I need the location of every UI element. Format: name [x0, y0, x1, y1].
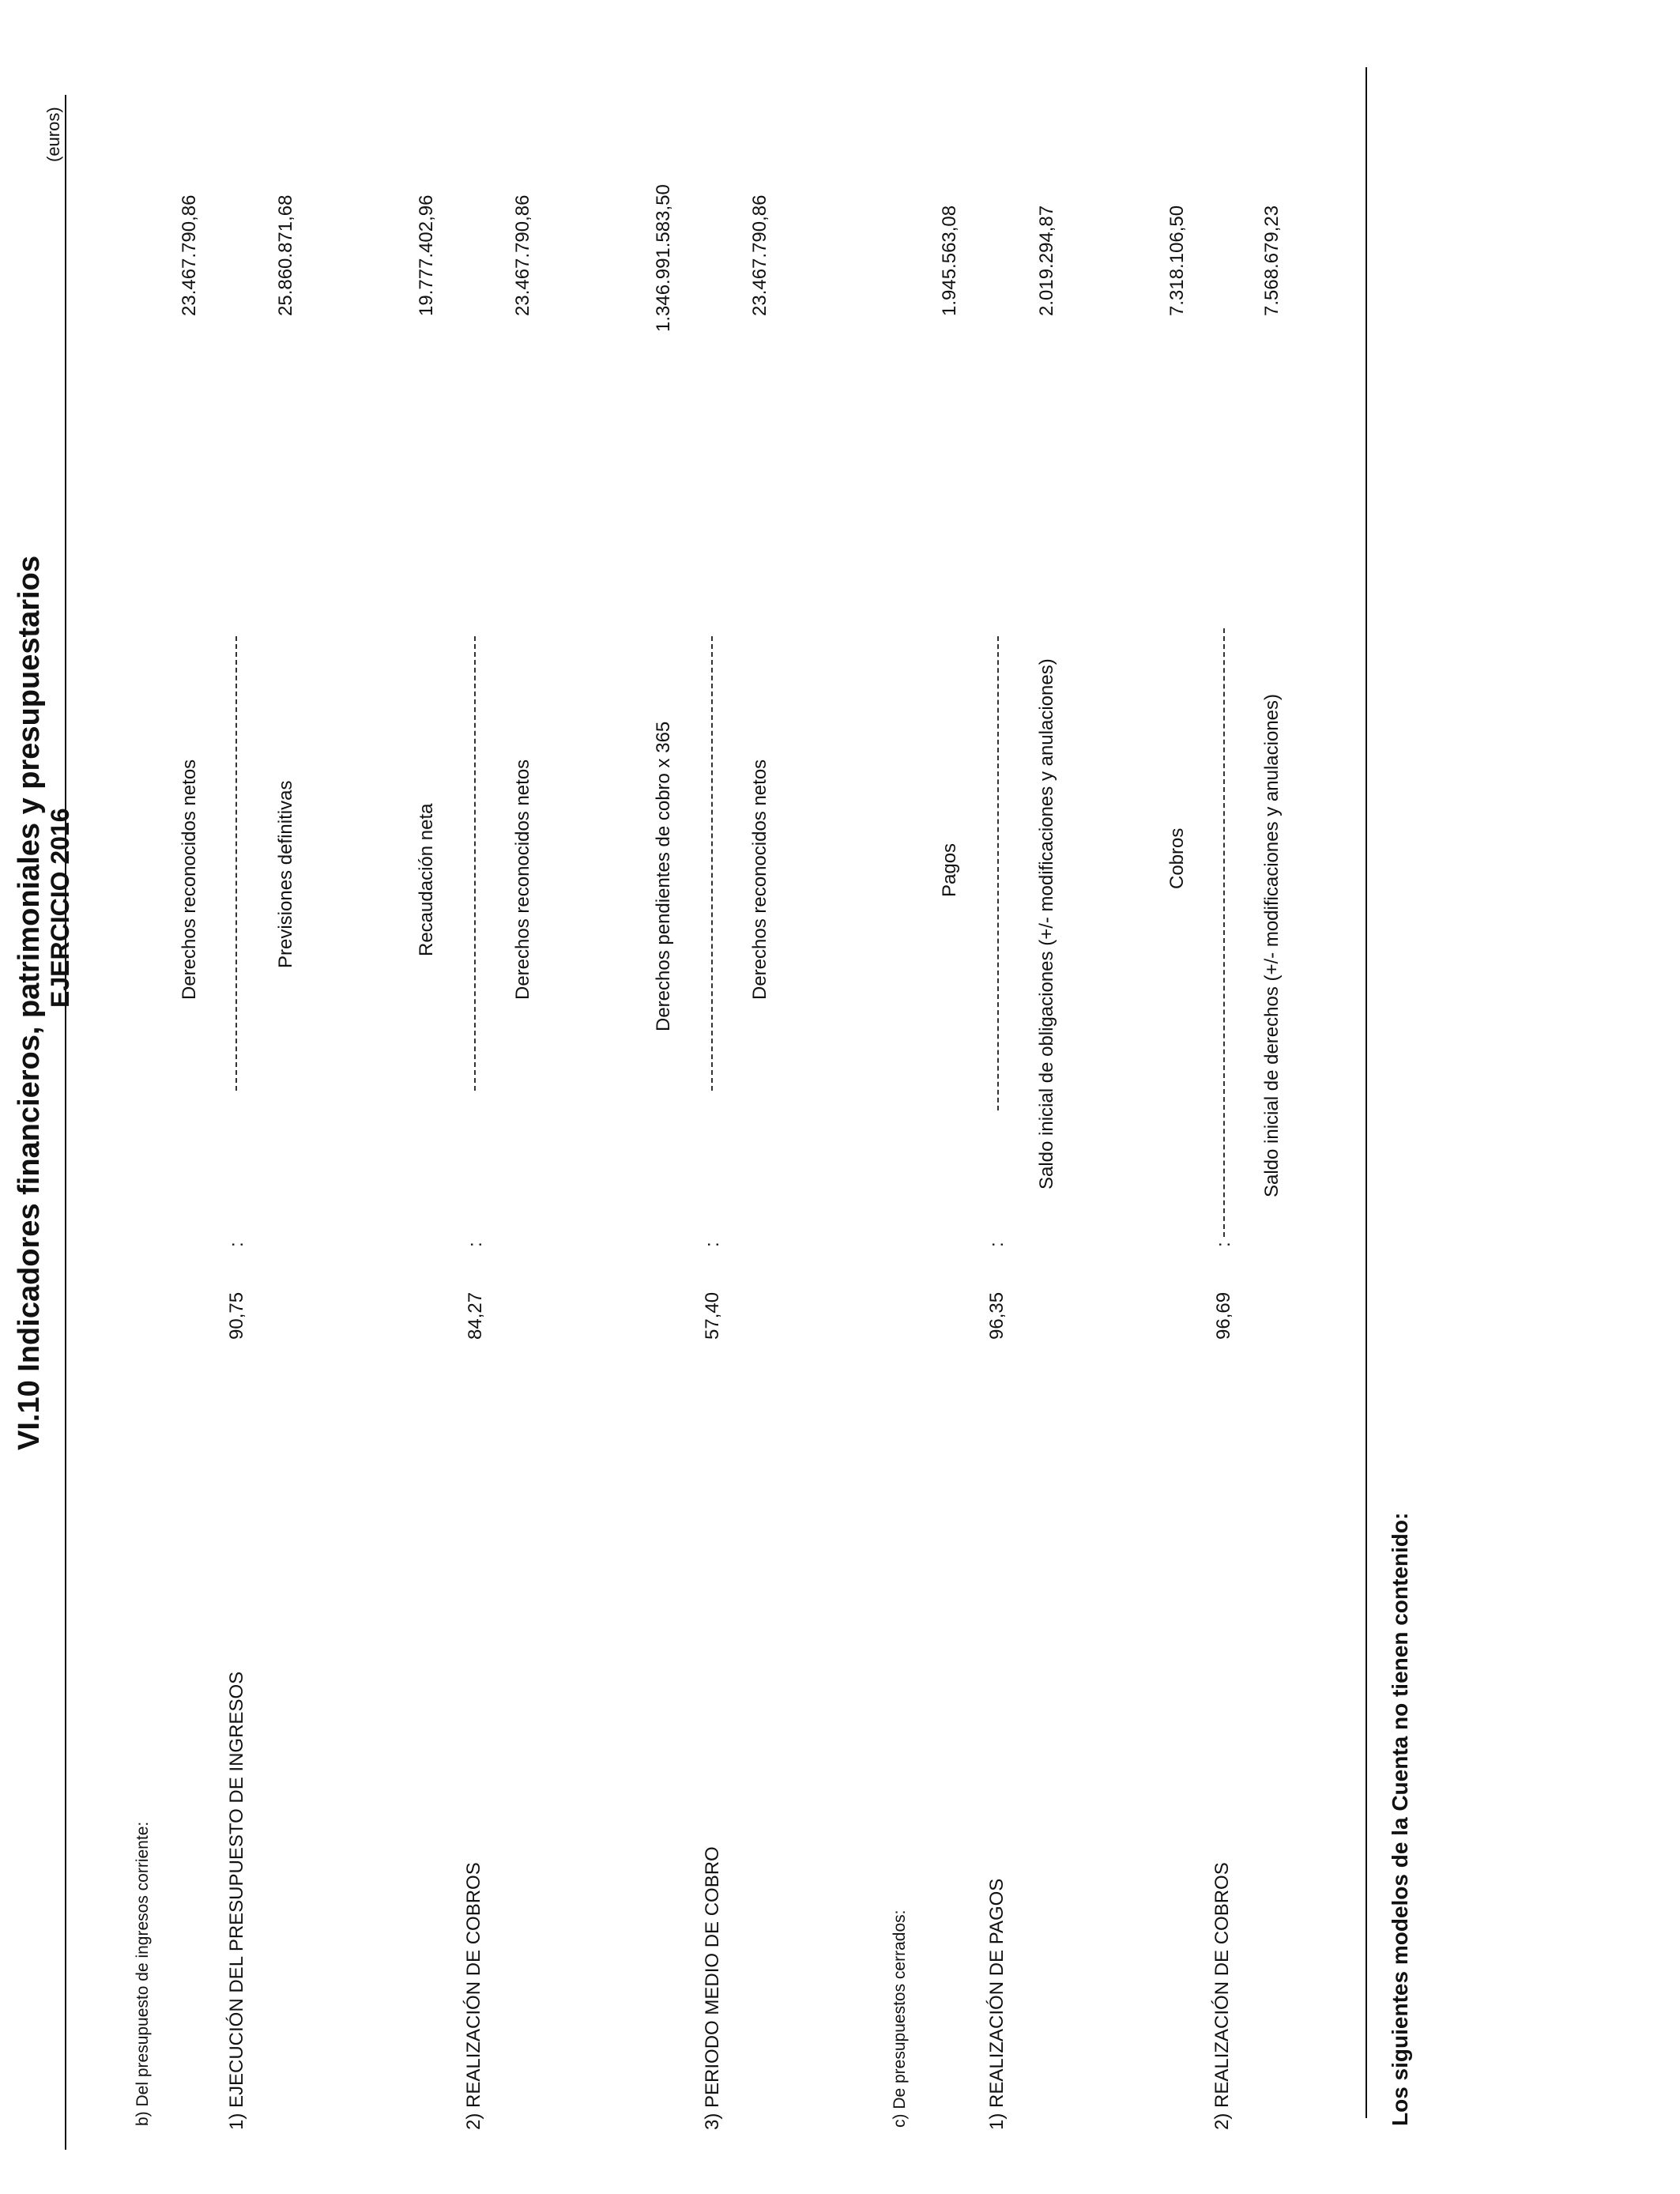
numerator-amount: 7.318.106,50	[1166, 205, 1188, 316]
ratio-colon: :	[702, 1242, 723, 1247]
ratio-colon: :	[1213, 1242, 1234, 1247]
indicator-label: 2) REALIZACIÓN DE COBROS	[463, 1862, 484, 2130]
header-rule	[65, 95, 66, 2150]
indicator-value: 84,27	[465, 1291, 486, 1340]
numerator-amount: 1.346.991.583,50	[653, 184, 674, 332]
indicator-value: 57,40	[702, 1291, 723, 1340]
ratio-denominator-label: Saldo inicial de derechos (+/- modificaciones y anulaciones)	[1261, 693, 1283, 1197]
ratio-numerator-label: Recaudación neta	[416, 803, 437, 956]
ratio-fraction-line	[474, 636, 476, 1091]
ratio-fraction-line	[235, 636, 237, 1091]
ratio-fraction-line	[997, 636, 999, 1110]
ratio-denominator-label: Derechos reconocidos netos	[749, 759, 770, 1000]
indicator-value: 96,35	[986, 1291, 1008, 1340]
ratio-denominator-label: Derechos reconocidos netos	[512, 759, 533, 1000]
footer-rule	[1365, 67, 1367, 2118]
section-heading-current-income: b) Del presupuesto de ingresos corriente:	[134, 1821, 152, 2126]
numerator-amount: 19.777.402,96	[416, 194, 437, 316]
ratio-colon: :	[465, 1242, 486, 1247]
ratio-numerator-label: Cobros	[1166, 827, 1188, 889]
indicator-label: 2) REALIZACIÓN DE COBROS	[1211, 1862, 1233, 2130]
ratio-denominator-label: Previsiones definitivas	[275, 780, 296, 968]
denominator-amount: 23.467.790,86	[512, 194, 533, 316]
ratio-numerator-label: Pagos	[939, 843, 960, 897]
indicator-label: 1) EJECUCIÓN DEL PRESUPUESTO DE INGRESOS	[226, 1671, 247, 2130]
numerator-amount: 1.945.563,08	[939, 205, 960, 316]
ratio-numerator-label: Derechos reconocidos netos	[179, 759, 200, 1000]
ratio-colon: :	[226, 1242, 247, 1247]
indicator-value: 96,69	[1213, 1291, 1234, 1340]
indicator-label: 1) REALIZACIÓN DE PAGOS	[986, 1878, 1008, 2130]
unit-label: (euros)	[43, 107, 63, 162]
ratio-denominator-label: Saldo inicial de obligaciones (+/- modificaciones y anulaciones)	[1036, 658, 1057, 1189]
numerator-amount: 23.467.790,86	[179, 194, 200, 316]
section-heading-closed-budgets: c) De presupuestos cerrados:	[891, 1909, 909, 2128]
ratio-colon: :	[986, 1242, 1008, 1247]
ratio-numerator-label: Derechos pendientes de cobro x 365	[653, 721, 674, 1031]
footer-note: Los siguientes modelos de la Cuenta no tienen contenido:	[1388, 1512, 1412, 2126]
denominator-amount: 25.860.871,68	[275, 194, 296, 316]
denominator-amount: 7.568.679,23	[1261, 205, 1283, 316]
indicator-value: 90,75	[226, 1291, 247, 1340]
ratio-fraction-line	[1223, 628, 1225, 1237]
denominator-amount: 2.019.294,87	[1036, 205, 1057, 316]
report-subtitle: EJERCICIO 2016	[46, 808, 74, 1008]
denominator-amount: 23.467.790,86	[749, 194, 770, 316]
ratio-fraction-line	[711, 636, 713, 1091]
indicator-label: 3) PERIODO MEDIO DE COBRO	[702, 1846, 723, 2130]
report-title: VI.10 Indicadores financieros, patrimoniales y presupuestarios	[13, 556, 46, 1450]
